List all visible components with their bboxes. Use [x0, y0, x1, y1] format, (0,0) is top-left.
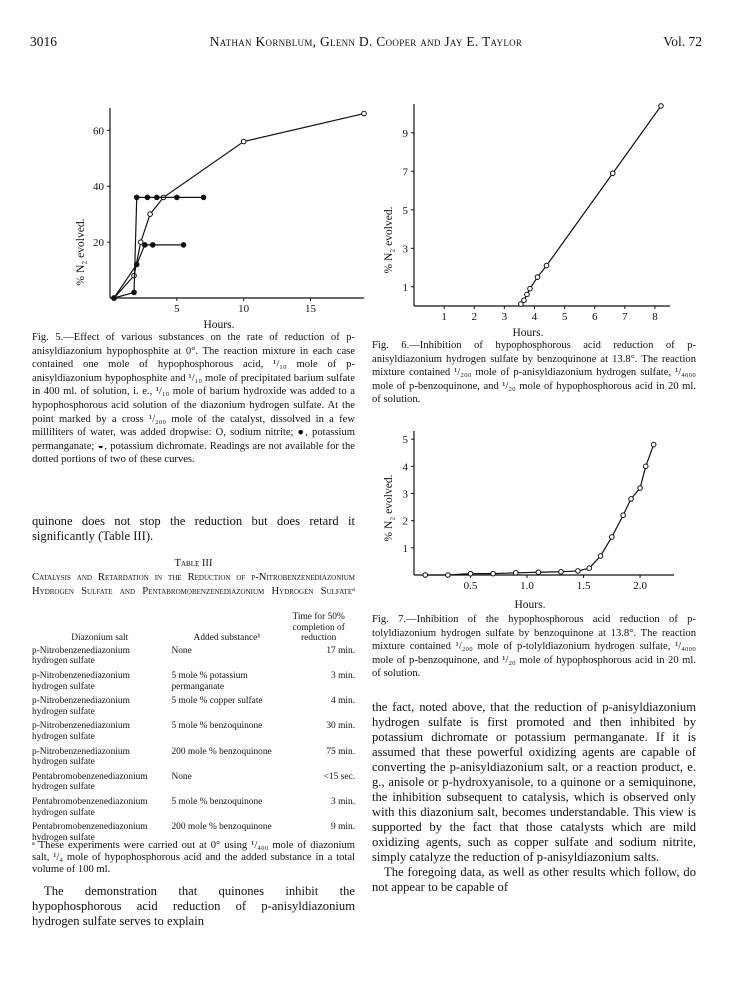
x-tick-label: 0.5 — [463, 580, 478, 592]
y-tick-label: 20 — [93, 237, 104, 250]
figure-6-plot — [380, 100, 680, 340]
data-point — [142, 243, 147, 248]
y-tick-label: 1 — [402, 281, 408, 294]
figure-7-caption: Fig. 7.—Inhibition of the hypophosphorous acid reduction of p-tolyldiazonium hydrogen sulfate by benzoquinone at 13.8°. The reaction mixture contained ¹/₂₀₀ mole of p-tolyldiazonium hydrogen sulfate, ¹/₄₀₀₀ mole of p-benzoquinone, and ¹/₂₀ mole of hypophosphorous acid in 20 ml. of solution. — [372, 614, 696, 680]
right-column-text — [372, 700, 696, 895]
cell-salt: p-Nitrobenzenediazonium hydrogen sulfate — [32, 670, 130, 692]
data-point — [610, 171, 615, 176]
table-3 — [32, 612, 355, 847]
x-tick-label: 7 — [622, 311, 628, 323]
x-tick-label: 8 — [652, 311, 658, 323]
cell-salt: p-Nitrobenzenediazonium hydrogen sulfate — [32, 721, 130, 742]
col-header-time: Time for 50% completion of reduction — [292, 612, 345, 644]
fig6-x-label: Hours. — [512, 327, 544, 339]
data-point — [621, 513, 626, 518]
table-header-row — [32, 612, 355, 646]
cell-salt: p-Nitrobenzenediazonium hydrogen sulfate — [32, 696, 130, 717]
cell-time: <15 sec. — [323, 771, 355, 782]
author-line: Nathan Kornblum, Glenn D. Cooper and Jay E. Taylor — [209, 34, 523, 49]
y-tick-label: 60 — [93, 125, 104, 138]
left-column-paragraph-2 — [32, 884, 355, 929]
data-point — [134, 195, 139, 200]
y-tick-label: 40 — [93, 181, 104, 194]
data-point — [535, 275, 540, 280]
x-tick-label: 1.0 — [520, 580, 534, 592]
fig5-x-label: Hours. — [203, 319, 235, 331]
y-tick-label: 4 — [402, 461, 408, 474]
fig7-x-label: Hours. — [514, 599, 546, 611]
data-point — [629, 497, 634, 502]
table-row — [32, 797, 355, 822]
cell-salt: Pentabromobenzenediazonium hydrogen sulfate — [32, 822, 148, 843]
x-tick-label: 2 — [471, 311, 477, 323]
paragraph-demonstration: The demonstration that quinones inhibit the hypophosphorous acid reduction of p-anisyldiazonium hydrogen sulfate serves to explain — [32, 884, 355, 928]
x-tick-label: 10 — [238, 303, 250, 315]
y-tick-label: 5 — [402, 434, 408, 447]
paragraph-continued: quinone does not stop the reduction but does retard it significantly (Table III). — [32, 514, 355, 543]
data-point — [643, 464, 648, 469]
table-row — [32, 747, 355, 772]
y-tick-label: 9 — [402, 127, 408, 140]
y-tick-label: 1 — [402, 542, 408, 555]
figure-7-plot — [382, 423, 682, 613]
data-point — [446, 573, 451, 578]
data-point — [112, 296, 117, 301]
table-3-label: Table III — [174, 558, 213, 569]
data-point — [576, 569, 581, 574]
cell-time: 3 min. — [331, 796, 355, 807]
cell-substance: None — [171, 645, 192, 656]
fig6-y-label: % N₂ evolved. — [383, 206, 395, 274]
data-point — [659, 104, 664, 109]
data-point — [150, 243, 155, 248]
cell-substance: 5 mole % potassium permanganate — [171, 670, 248, 692]
data-point — [148, 212, 153, 217]
paragraph-the-fact: the fact, noted above, that the reduction of p-anisyldiazonium hydrogen sulfate is first promoted and then inhibited by potassium dichromate or potassium permanganate. If it is assumed that these powerful oxidizing agents are capable of converting the p-anisyldiazonium salt, or a reaction product, e. g., anisole or p-hydroxyanisole, to a quinone or a semiquinone, the inhibition subsequent to catalysis, which is observed only with this diazonium salt, becomes understandable. This view is supported by the fact that those catalysts which are mild oxidizing agents, such as copper sulfate and sodium nitrite, simply catalyze the reduction of p-anisyldiazonium salts. — [372, 700, 696, 864]
data-point — [175, 195, 180, 200]
left-column-paragraph-1 — [32, 514, 355, 544]
data-point — [598, 554, 603, 559]
y-tick-label: 3 — [402, 243, 408, 256]
cell-time: 17 min. — [326, 645, 355, 656]
y-tick-label: 7 — [402, 166, 408, 179]
x-tick-label: 6 — [591, 311, 598, 323]
paragraph-foregoing: The foregoing data, as well as other results which follow, do not appear to be capable of — [372, 865, 696, 894]
x-tick-label: 3 — [501, 311, 508, 323]
cell-substance: 200 mole % benzoquinone — [171, 746, 272, 757]
table-row — [32, 696, 355, 721]
cell-substance: 200 mole % benzoquinone — [171, 822, 272, 833]
data-point — [587, 566, 592, 571]
y-tick-label: 3 — [402, 488, 408, 501]
series-line — [425, 445, 653, 575]
data-point — [423, 573, 428, 578]
col-header-added-substance: Added substanceᵇ — [193, 633, 261, 644]
fig7-y-label: % N₂ evolved. — [383, 474, 395, 542]
data-point — [241, 139, 246, 144]
figure-5-caption: Fig. 5.—Effect of various substances on the rate of reduction of p-anisyldiazonium hypophosphite at 0°. The reaction mixture in each case contained one mole of hypophosphorous acid, ¹/₁₀ mole of p-anisyldiazonium hypophosphite and ¹/₁₀ mole of precipitated barium sulfate in 400 ml. of solution, i. e., ¹/₁₀ mole of barium hydroxide was added to a hypophosphorous acid solution of the diazonium hydrogen sulfate. At the point marked by a cross ¹/₂₀₀ mole of the catalyst, dissolved in a few milliliters of water, was added dropwise: O, sodium nitrite; ●, potassium permanganate; ◒, potassium dichromate. Readings are not available for the dotted portions of two of these curves. — [32, 332, 355, 466]
data-point — [201, 195, 206, 200]
table-3-footnote: ᵃ These experiments were carried out at 0° using ¹/₄₀₀ mole of diazonium salt, ¹/₄ mole of hypophosphorous acid and the added substance in a total volume of 100 ml. — [32, 840, 355, 875]
table-row — [32, 671, 355, 696]
data-point — [544, 263, 549, 268]
y-tick-label: 2 — [402, 515, 408, 528]
volume-label: Vol. 72 — [663, 34, 702, 49]
data-point — [468, 571, 473, 576]
x-tick-label: 5 — [561, 311, 568, 323]
table-3-title: Catalysis and Retardation in the Reduction of p-Nitrobenzenediazonium Hydrogen Sulfate and Pentabromobenzenediazonium Hydrogen Sulfateᵃ — [32, 572, 355, 597]
figure-7 — [382, 423, 682, 613]
cell-time: 75 min. — [326, 746, 355, 757]
x-tick-label: 2.0 — [633, 580, 647, 592]
series-line — [521, 106, 661, 304]
cell-salt: p-Nitrobenzenediazonium hydrogen sulfate — [32, 645, 130, 667]
y-tick-label: 5 — [402, 204, 408, 217]
figure-5 — [74, 102, 364, 337]
data-point — [491, 571, 496, 576]
cell-salt: Pentabromobenzenediazonium hydrogen sulfate — [32, 796, 148, 818]
cell-substance: 5 mole % benzoquinone — [171, 721, 263, 732]
page-number: 3016 — [30, 34, 57, 49]
data-point — [651, 442, 656, 447]
x-tick-label: 1 — [441, 311, 447, 323]
table-row — [32, 721, 355, 746]
data-point — [559, 569, 564, 574]
figure-6 — [380, 100, 680, 340]
data-point — [145, 195, 150, 200]
series-line — [114, 245, 184, 298]
figure-5-plot — [74, 102, 364, 337]
running-header — [30, 34, 702, 54]
data-point — [536, 570, 541, 575]
x-tick-label: 1.5 — [576, 580, 591, 592]
data-point — [362, 111, 367, 116]
table-row — [32, 772, 355, 797]
cell-substance: 5 mole % benzoquinone — [171, 796, 263, 807]
cell-time: 4 min. — [331, 696, 355, 707]
data-point — [610, 535, 615, 540]
cell-time: 30 min. — [326, 721, 355, 732]
cell-time: 9 min. — [331, 822, 355, 833]
data-point — [181, 243, 186, 248]
table-row — [32, 646, 355, 671]
data-point — [528, 286, 533, 291]
data-point — [132, 290, 137, 295]
fig5-y-label: % N₂ evolved. — [75, 218, 87, 286]
data-point — [525, 292, 530, 297]
x-tick-label: 4 — [531, 311, 538, 323]
cell-salt: p-Nitrobenzenediazonium hydrogen sulfate — [32, 746, 130, 768]
cell-substance: 5 mole % copper sulfate — [171, 696, 263, 707]
data-point — [638, 486, 643, 491]
figure-6-caption: Fig. 6.—Inhibition of hypophosphorous acid reduction of p-anisyldiazonium hydrogen sulfate by benzoquinone at 13.8°. The reaction mixture contained ¹/₂₀₀ mole of p-anisyldiazonium hydrogen sulfate, ¹/₄₀₀₀ mole of p-benzoquinone, and ¹/₂₀ mole of hypophosphorous acid in 20 ml. of solution. — [372, 340, 696, 406]
x-tick-label: 15 — [305, 303, 317, 315]
cell-time: 3 min. — [331, 670, 355, 681]
cell-substance: None — [171, 771, 192, 782]
cell-salt: Pentabromobenzenediazonium hydrogen sulfate — [32, 771, 148, 793]
data-point — [134, 262, 139, 267]
col-header-diazonium-salt: Diazonium salt — [71, 633, 129, 644]
data-point — [522, 298, 527, 303]
x-tick-label: 5 — [174, 303, 180, 315]
data-point — [154, 195, 159, 200]
series-line — [114, 114, 364, 298]
data-point — [513, 571, 518, 576]
